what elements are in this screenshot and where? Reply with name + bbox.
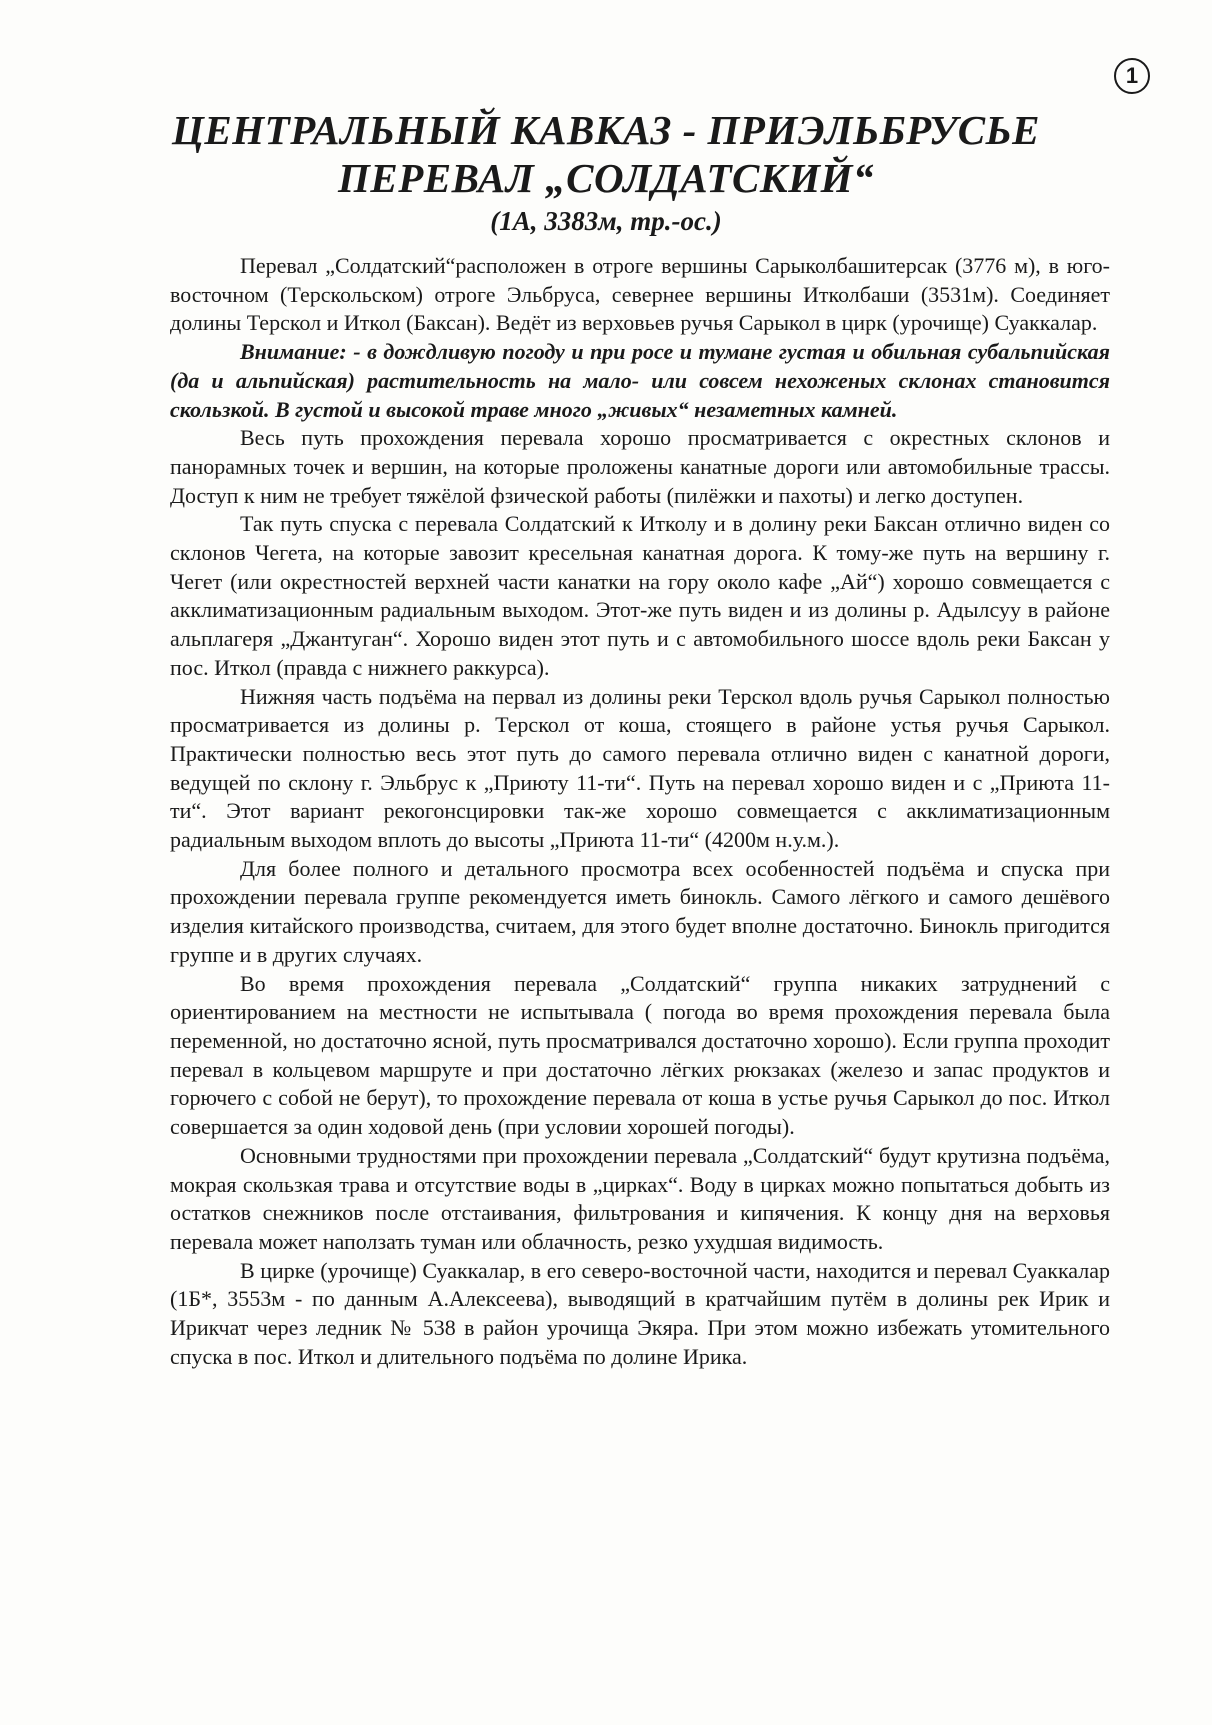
paragraph-location: Перевал „Солдатский“расположен в отроге вершины Сарыколбашитерсак (3776 м), в юго-восточном (Терскольском) отроге Эльбруса, севернее вершины Итколбаши (3531м). Соединяет долины Терскол и Иткол (Баксан). Ведёт из верховьев ручья Сарыкол в цирк (урочище) Суаккалар. — [170, 253, 1110, 336]
paragraph-binoculars: Для более полного и детального просмотра всех особенностей подъёма и спуска при прохождении перевала группе рекомендуется иметь бинокль. Самого лёгкого и самого дешёвого изделия китайского производства, считаем, для этого будет вполне достаточно. Бинокль пригодится группе и в других случаях. — [170, 855, 1110, 967]
paragraph-suakkalar-pass: В цирке (урочище) Суаккалар, в его северо-восточной части, находится и перевал Суаккалар (1Б*, 3553м - по данным А.Алексеева), выводящий в кратчайшим путём в долины рек Ирик и Ирикчат через ледник № 538 в район урочища Экяра. При этом можно избежать утомительного спуска в пос. Иткол и длительного подъёма по долине Ирика. — [170, 1257, 1110, 1369]
document-header — [0, 106, 1212, 238]
paragraph-warning: Внимание: - в дождливую погоду и при росе и тумане густая и обильная субальпийская (да и альпийская) растительность на мало- или совсем нехоженых склонах становится скользкой. В густой и высокой траве много „живых“ незаметных камней. — [170, 339, 1110, 422]
paragraph-ascent-view: Нижняя часть подъёма на первал из долины реки Терскол вдоль ручья Сарыкол полностью просматривается из долины р. Терскол от коша, стоящего в районе устья ручья Сарыкол. Практически полностью весь этот путь до самого перевала отлично виден с канатной дороги, ведущей по склону г. Эльбрус к „Приюту 11-ти“. Путь на перевал хорошо виден и с „Приюта 11-ти“. Этот вариант рекогонсцировки так-же хорошо совмещается с акклиматизационным радиальным выходом вплоть до высоты „Приюта 11-ти“ (4200м н.у.м.). — [170, 683, 1110, 853]
paragraph-descent-view: Так путь спуска с перевала Солдатский к Итколу и в долину реки Баксан отлично виден со склонов Чегета, на которые завозит кресельная канатная дорога. К тому-же путь на вершину г. Чегет (или окрестностей верхней части канатки на гору около кафе „Ай“) хорошо совмещается с акклиматизационным радиальным выходом. Этот-же путь виден и из долины р. Адылсуу в районе альплагеря „Джантуган“. Хорошо виден этот путь и с автомобильного шоссе вдоль реки Баксан у пос. Иткол (правда с нижнего раккурса). — [170, 511, 1110, 680]
document-body — [170, 252, 1110, 1371]
paragraph-difficulties: Основными трудностями при прохождении перевала „Солдатский“ будут крутизна подъёма, мокрая скользкая трава и отсутствие воды в „цирках“. Воду в цирках можно попытаться добыть из остатков снежников после отстаивания, фильтрования и кипячения. К концу дня на верховья перевала может наползать туман или облачность, резко ухудшая видимость. — [170, 1142, 1110, 1254]
title-line-1: ЦЕНТРАЛЬНЫЙ КАВКАЗ - ПРИЭЛЬБРУСЬЕ — [172, 107, 1040, 153]
paragraph-orientation: Во время прохождения перевала „Солдатский“ группа никаких затруднений с ориентированием на местности не испытывала ( погода во время прохождения перевала была переменной, но достаточно ясной, путь просматривался достаточно хорошо). Если группа проходит перевал в кольцевом маршруте и при достаточно лёгких рюкзаках (железо и запас продуктов и горючего с собой не берут), то прохождение перевала от коша в устье ручья Сарыкол до пос. Иткол совершается за один ходовой день (при условии хорошей погоды). — [170, 970, 1110, 1140]
title-line-2: ПЕРЕВАЛ „СОЛДАТСКИЙ“ — [338, 155, 874, 201]
page-number-badge: 1 — [1114, 58, 1150, 94]
pass-category-subtitle: (1А, 3383м, тр.-ос.) — [490, 206, 722, 236]
paragraph-overview: Весь путь прохождения перевала хорошо просматривается с окрестных склонов и панорамных точек и вершин, на которые проложены канатные дороги или автомобильные трассы. Доступ к ним не требует тяжёлой фзической работы (пилёжки и пахоты) и легко доступен. — [170, 425, 1110, 508]
